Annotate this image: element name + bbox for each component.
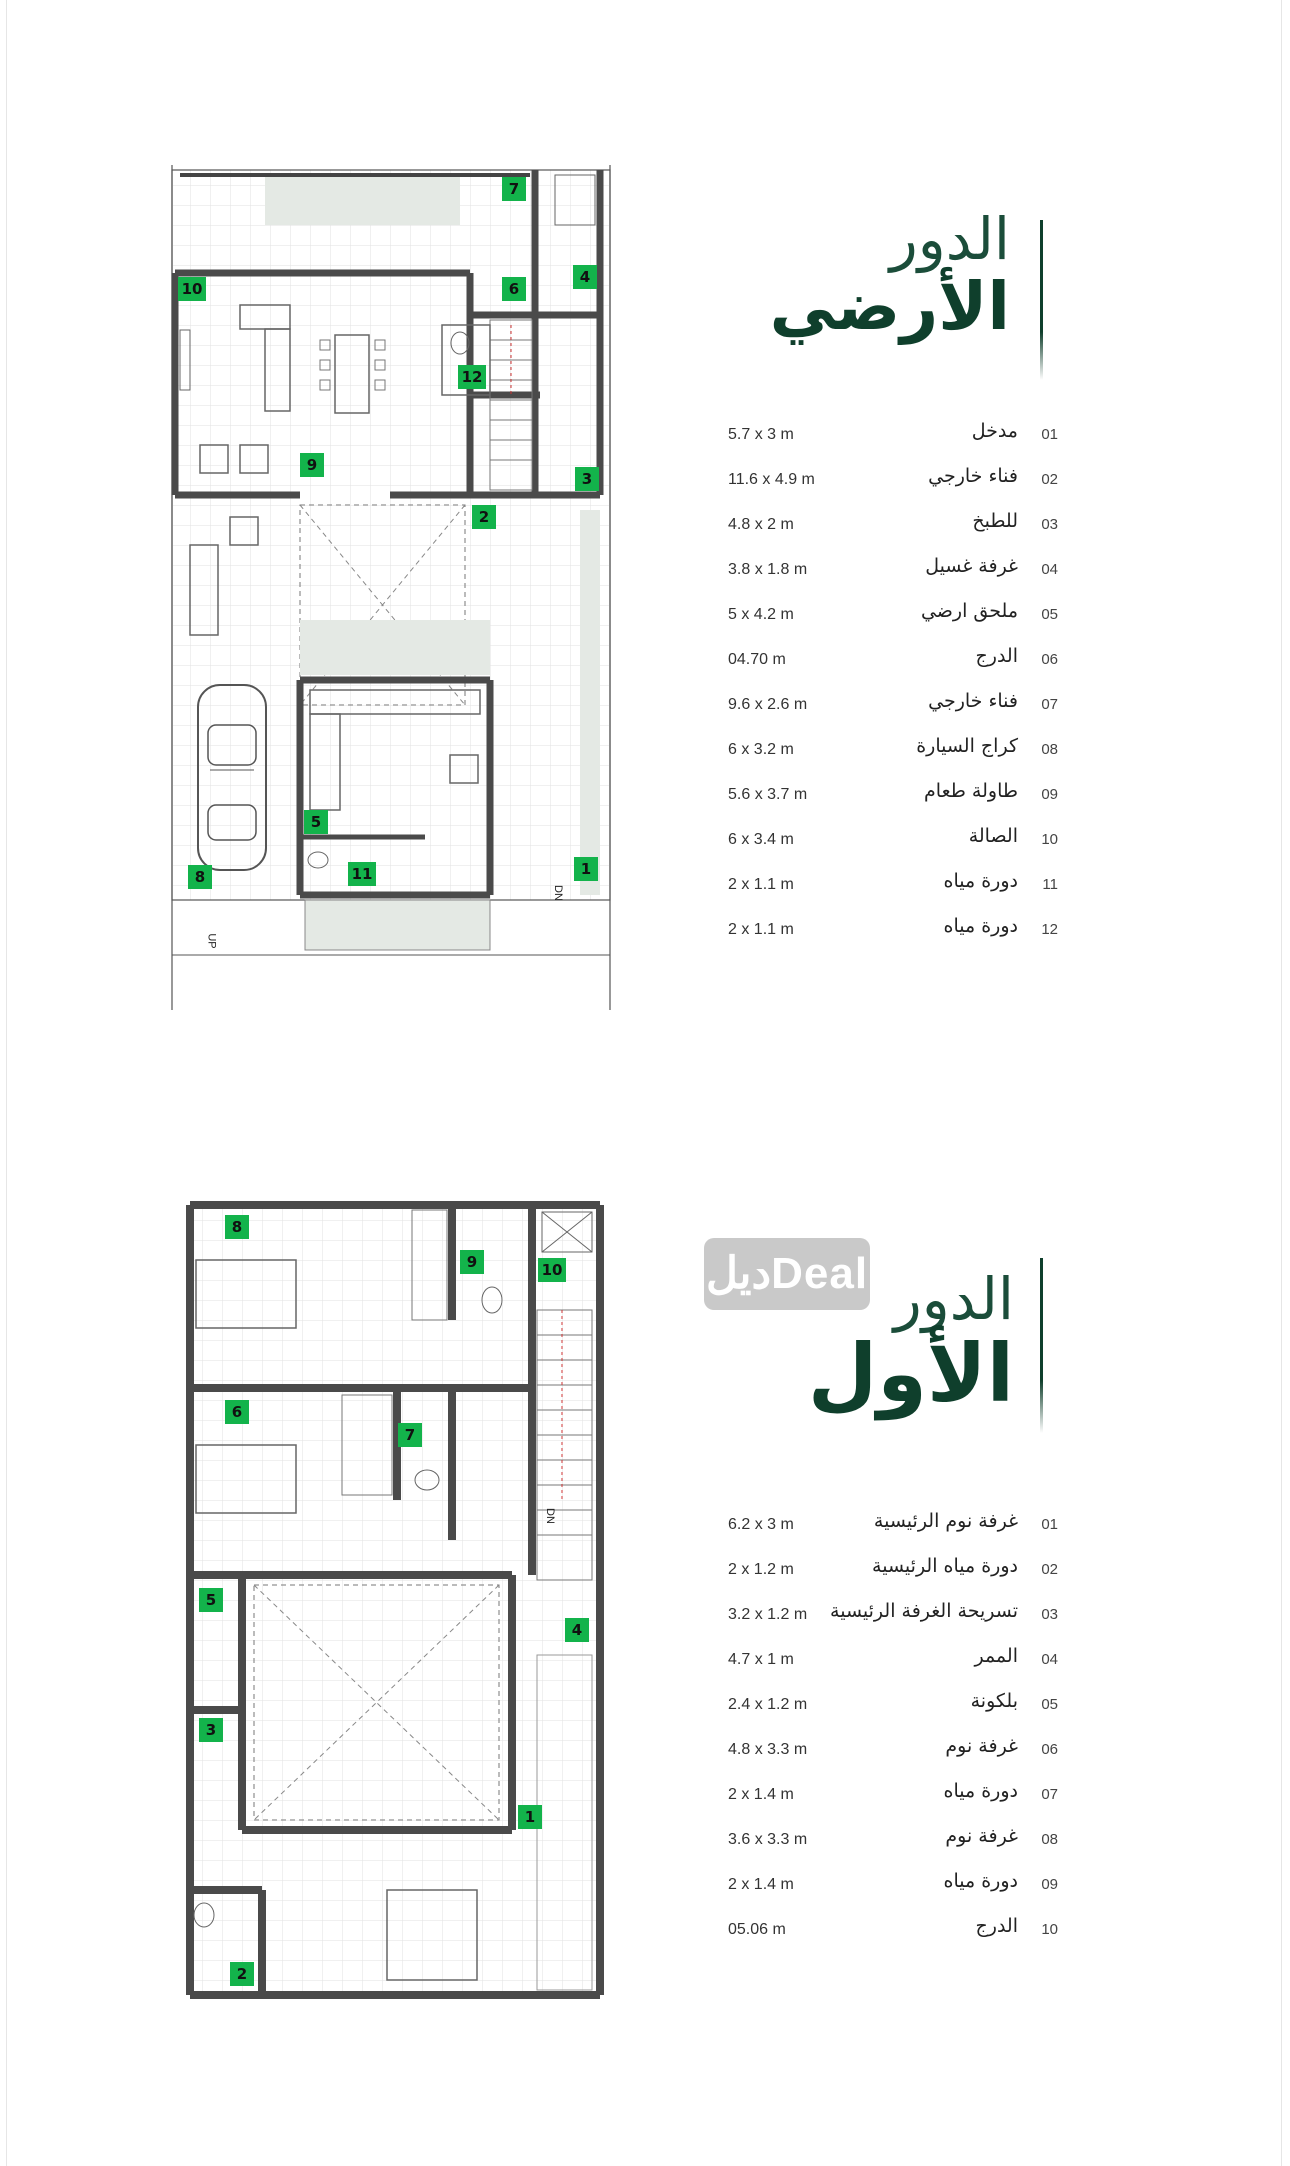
plan-tag-7: 7	[502, 177, 526, 201]
plan-tag-8: 8	[188, 865, 212, 889]
room-number: 05	[1041, 1696, 1058, 1713]
legend-row	[728, 420, 1058, 450]
room-number: 03	[1041, 1606, 1058, 1623]
plan-tag-9: 9	[300, 453, 324, 477]
room-name: الدرج	[975, 645, 1018, 667]
plan-tag-6: 6	[502, 277, 526, 301]
legend-row	[728, 1915, 1058, 1945]
room-number: 11	[1042, 876, 1058, 893]
room-dimension: 3.6 x 3.3 m	[728, 1831, 808, 1848]
legend-row	[728, 465, 1058, 495]
ground-floor-legend	[728, 420, 1058, 940]
room-number: 01	[1041, 1516, 1058, 1533]
plan-tag-2: 2	[472, 505, 496, 529]
legend-row	[728, 1645, 1058, 1675]
room-number: 02	[1041, 1561, 1058, 1578]
room-name: تسريحة الغرفة الرئيسية	[830, 1600, 1018, 1622]
legend-row	[728, 870, 1058, 900]
room-number: 09	[1041, 786, 1058, 803]
room-dimension: 2 x 1.4 m	[728, 1876, 794, 1893]
room-dimension: 11.6 x 4.9 m	[728, 471, 815, 488]
room-name: دورة مياه	[943, 870, 1018, 892]
plan-tag-12: 12	[458, 365, 486, 389]
plan-tag-4: 4	[565, 1618, 589, 1642]
ground-floor-plan	[170, 165, 620, 1010]
room-dimension: 4.8 x 3.3 m	[728, 1741, 808, 1758]
room-number: 06	[1041, 1741, 1058, 1758]
room-dimension: 04.70 m	[728, 651, 786, 668]
legend-row	[728, 1825, 1058, 1855]
plan-tag-2: 2	[230, 1962, 254, 1986]
plan-tag-9: 9	[460, 1250, 484, 1274]
plan-tag-3: 3	[575, 467, 599, 491]
room-dimension: 5 x 4.2 m	[728, 606, 794, 623]
room-number: 09	[1041, 1876, 1058, 1893]
room-name: الصالة	[968, 825, 1018, 847]
room-name: ملحق ارضي	[920, 600, 1018, 622]
room-number: 04	[1041, 561, 1058, 578]
room-dimension: 4.8 x 2 m	[728, 516, 794, 533]
legend-row	[728, 825, 1058, 855]
room-number: 07	[1041, 1786, 1058, 1803]
room-dimension: 2 x 1.4 m	[728, 1786, 794, 1803]
plan-label-dn: DN	[551, 885, 564, 901]
legend-row	[728, 645, 1058, 675]
legend-row	[728, 1735, 1058, 1765]
room-name: فناء خارجي	[928, 690, 1018, 712]
plan-tag-1: 1	[518, 1805, 542, 1829]
room-name: فناء خارجي	[928, 465, 1018, 487]
room-dimension: 05.06 m	[728, 1921, 786, 1938]
room-dimension: 3.8 x 1.8 m	[728, 561, 808, 578]
room-name: دورة مياه	[943, 915, 1018, 937]
room-name: غرفة غسيل	[925, 555, 1018, 577]
first-floor-title-rule	[1040, 1258, 1043, 1433]
plan-tag-3: 3	[199, 1718, 223, 1742]
room-number: 04	[1041, 1651, 1058, 1668]
room-dimension: 3.2 x 1.2 m	[728, 1606, 808, 1623]
room-name: غرفة نوم الرئيسية	[873, 1510, 1018, 1532]
plan-tag-1: 1	[574, 857, 598, 881]
room-number: 02	[1041, 471, 1058, 488]
first-floor-plan	[182, 1200, 612, 2020]
room-number: 10	[1041, 831, 1058, 848]
room-dimension: 5.7 x 3 m	[728, 426, 794, 443]
room-dimension: 6.2 x 3 m	[728, 1516, 794, 1533]
room-number: 05	[1041, 606, 1058, 623]
first-floor-drawing	[182, 1200, 612, 2020]
legend-row	[728, 1870, 1058, 1900]
room-dimension: 2 x 1.2 m	[728, 1561, 794, 1578]
plan-tag-10: 10	[538, 1258, 566, 1282]
legend-row	[728, 1780, 1058, 1810]
legend-row	[728, 915, 1058, 945]
room-dimension: 6 x 3.4 m	[728, 831, 794, 848]
plan-label-dn: DN	[543, 1508, 556, 1524]
room-name: غرفة نوم	[945, 1735, 1018, 1757]
room-name: طاولة طعام	[924, 780, 1018, 802]
first-floor-title-line1: الدور	[893, 1265, 1014, 1333]
room-number: 12	[1041, 921, 1058, 938]
room-dimension: 6 x 3.2 m	[728, 741, 794, 758]
first-floor-title-line2: الأول	[807, 1327, 1014, 1420]
legend-row	[728, 1510, 1058, 1540]
legend-row	[728, 1690, 1058, 1720]
ground-floor-title-rule	[1040, 220, 1043, 380]
legend-row	[728, 1555, 1058, 1585]
ground-floor-title-line1: الدور	[889, 205, 1010, 273]
ground-floor-title-line2: الأرضي	[769, 268, 1010, 345]
room-number: 08	[1041, 741, 1058, 758]
plan-tag-10: 10	[178, 277, 206, 301]
room-name: الدرج	[975, 1915, 1018, 1937]
room-name: للطبخ	[972, 510, 1018, 532]
room-name: دورة مياه	[943, 1870, 1018, 1892]
plan-tag-7: 7	[398, 1423, 422, 1447]
room-name: بلكونة	[970, 1690, 1018, 1712]
room-dimension: 2.4 x 1.2 m	[728, 1696, 808, 1713]
plan-tag-5: 5	[199, 1588, 223, 1612]
room-number: 08	[1041, 1831, 1058, 1848]
room-dimension: 9.6 x 2.6 m	[728, 696, 808, 713]
room-name: غرفة نوم	[945, 1825, 1018, 1847]
plan-tag-4: 4	[573, 265, 597, 289]
room-dimension: 4.7 x 1 m	[728, 1651, 794, 1668]
legend-row	[728, 1600, 1058, 1630]
room-name: دورة مياه الرئيسية	[872, 1555, 1018, 1577]
plan-label-up: UP	[205, 933, 218, 949]
legend-row	[728, 780, 1058, 810]
room-number: 07	[1041, 696, 1058, 713]
legend-row	[728, 600, 1058, 630]
room-name: مدخل	[971, 420, 1018, 442]
legend-row	[728, 510, 1058, 540]
ground-floor-title	[769, 205, 1010, 345]
room-number: 10	[1041, 1921, 1058, 1938]
room-dimension: 2 x 1.1 m	[728, 921, 794, 938]
plan-tag-6: 6	[225, 1400, 249, 1424]
room-number: 01	[1041, 426, 1058, 443]
plan-tag-11: 11	[348, 862, 376, 886]
room-name: الممر	[974, 1645, 1018, 1667]
room-dimension: 5.6 x 3.7 m	[728, 786, 808, 803]
ground-floor-drawing	[170, 165, 620, 1010]
legend-row	[728, 735, 1058, 765]
legend-row	[728, 690, 1058, 720]
deal-watermark-logo: ديلDeal	[704, 1238, 870, 1310]
room-number: 03	[1041, 516, 1058, 533]
room-dimension: 2 x 1.1 m	[728, 876, 794, 893]
plan-tag-8: 8	[225, 1215, 249, 1239]
room-name: دورة مياه	[943, 1780, 1018, 1802]
room-number: 06	[1041, 651, 1058, 668]
first-floor-legend	[728, 1510, 1058, 1950]
plan-tag-5: 5	[304, 810, 328, 834]
room-name: كراج السيارة	[916, 735, 1018, 757]
legend-row	[728, 555, 1058, 585]
